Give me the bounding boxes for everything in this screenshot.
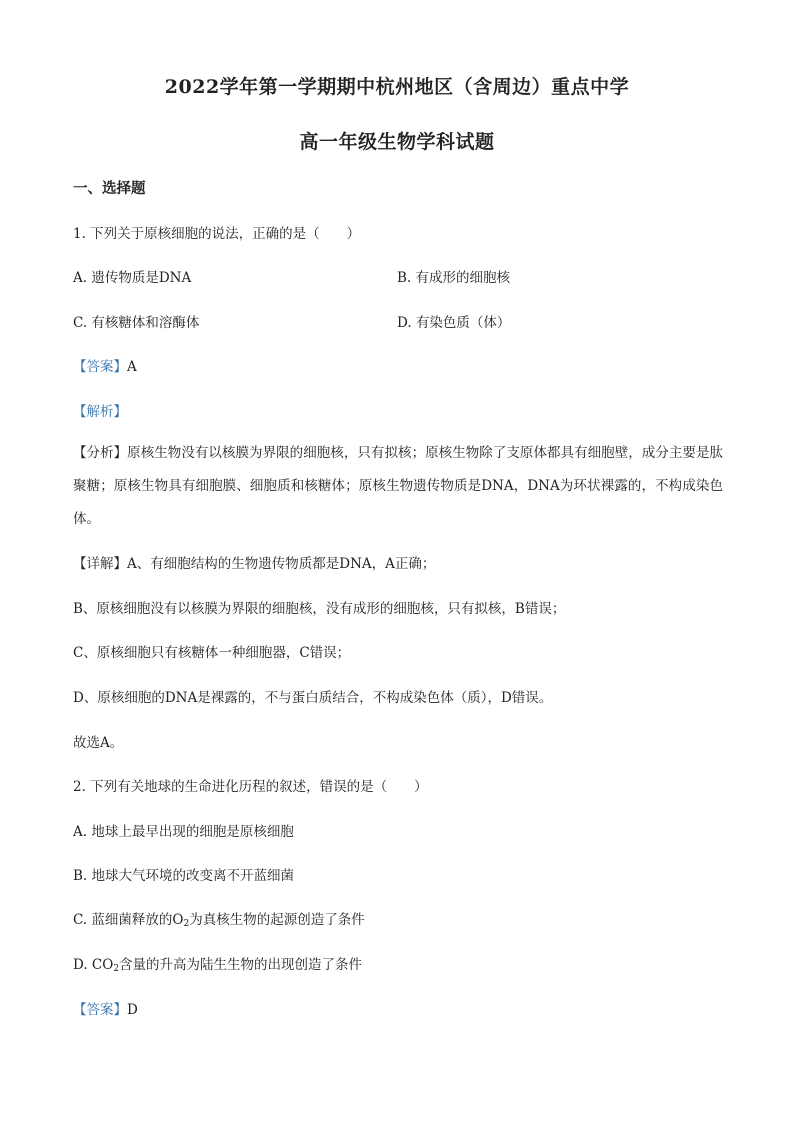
xiangjie-text: A、有细胞结构的生物遗传物质都是DNA，A正确；	[127, 556, 436, 572]
option-c-text-2: 为真核生物的起源创造了条件	[189, 912, 365, 928]
exam-subtitle: 高一年级生物学科试题	[299, 131, 495, 153]
answer-tag: 【答案】	[73, 359, 127, 375]
question-1-xiangjie	[73, 552, 435, 572]
question-2-option-b: B. 地球大气环境的改变离不开蓝细菌	[73, 868, 295, 884]
analysis-tag: 【解析】	[73, 404, 127, 420]
question-1-option-c: C. 有核糖体和溶酶体	[73, 315, 200, 331]
exam-title: 2022学年第一学期期中杭州地区（含周边）重点中学	[164, 76, 630, 98]
question-1-option-b: B. 有成形的细胞核	[397, 270, 511, 286]
question-2-option-d	[73, 953, 362, 974]
question-2-stem: 2. 下列有关地球的生命进化历程的叙述，错误的是（ ）	[73, 779, 428, 795]
question-1-stem: 1. 下列关于原核细胞的说法，正确的是（ ）	[73, 226, 361, 242]
option-d-text-2: 含量的升高为陆生生物的出现创造了条件	[119, 957, 363, 973]
fenxi-tag: 【分析】	[73, 445, 128, 461]
question-2-answer	[73, 998, 138, 1018]
question-2-option-a: A. 地球上最早出现的细胞是原核细胞	[73, 824, 294, 840]
fenxi-text: 原核生物没有以核膜为界限的细胞核，只有拟核；原核生物除了支原体都具有细胞壁，成分主要是肽聚糖；原核生物具有细胞膜、细胞质和核糖体；原核生物遗传物质是DNA，DNA为环状裸露的，不构成染色体。	[73, 445, 724, 527]
question-1-conclusion: 故选A。	[73, 735, 124, 751]
answer-tag: 【答案】	[73, 1002, 127, 1018]
answer-value: D	[127, 1002, 138, 1018]
question-1-answer	[73, 355, 137, 375]
section-title: 一、选择题	[73, 180, 146, 197]
option-c-subscript: 2	[183, 919, 190, 929]
answer-value: A	[127, 359, 137, 375]
question-1-explain-d: D、原核细胞的DNA是裸露的，不与蛋白质结合，不构成染色体（质），D错误。	[73, 690, 553, 706]
question-1-explain-c: C、原核细胞只有核糖体一种细胞器，C错误；	[73, 645, 351, 661]
xiangjie-tag: 【详解】	[73, 556, 127, 572]
question-2-option-c	[73, 908, 365, 929]
question-1-fenxi	[73, 437, 723, 536]
option-c-text-1: C. 蓝细菌释放的O	[73, 912, 184, 928]
question-1-option-d: D. 有染色质（体）	[397, 315, 511, 331]
option-d-text-1: D. CO	[73, 957, 114, 973]
option-d-subscript: 2	[113, 964, 120, 974]
question-1-analysis-heading	[73, 400, 127, 420]
question-1-option-a: A. 遗传物质是DNA	[73, 270, 192, 286]
question-1-explain-b: B、原核细胞没有以核膜为界限的细胞核，没有成形的细胞核，只有拟核，B错误；	[73, 601, 566, 617]
